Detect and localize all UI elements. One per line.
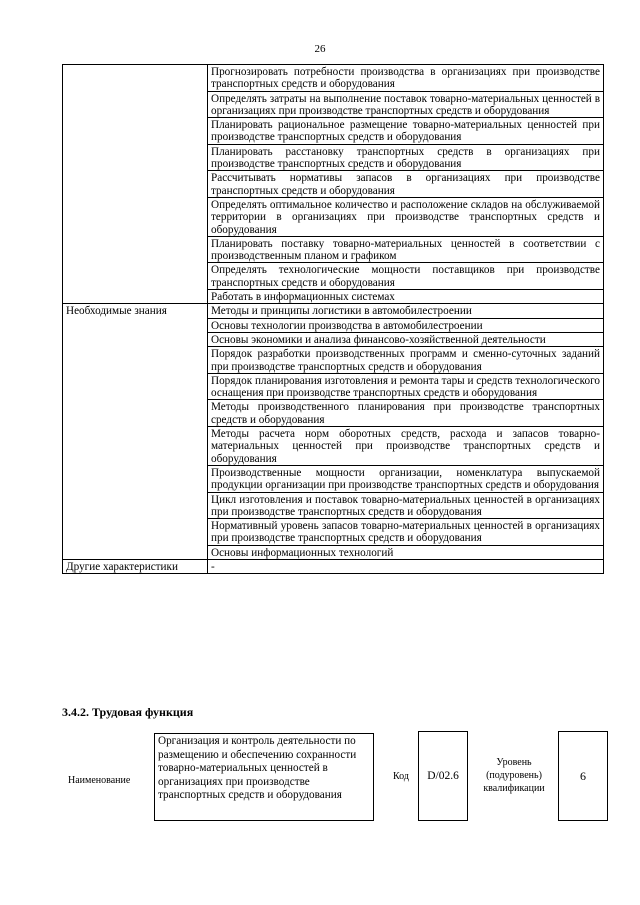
- section-title: 3.4.2. Трудовая функция: [62, 705, 194, 719]
- function-name-label: Наименование: [68, 775, 131, 786]
- table-cell: Планировать расстановку транспортных средств в организациях при производстве транспортных средств и оборудования: [208, 144, 604, 171]
- table-cell: Основы экономики и анализа финансово-хозяйственной деятельности: [208, 332, 604, 346]
- table-cell: Работать в информационных системах: [208, 290, 604, 304]
- table-cell: Планировать рациональное размещение товарно-материальных ценностей при производстве транспортных средств и оборудования: [208, 118, 604, 145]
- table-cell: Рассчитывать нормативы запасов в организациях при производстве транспортных средств и оборудования: [208, 171, 604, 198]
- function-name-box: Организация и контроль деятельности по размещению и обеспечению сохранности товарно-материальных ценностей в организациях при производстве транспортных средств и оборудования: [154, 733, 374, 821]
- function-code-label: Код: [393, 771, 409, 782]
- table-cell: Порядок планирования изготовления и ремонта тары и средств технологического оснащения при производстве транспортных средств и оборудования: [208, 373, 604, 400]
- table-row: [63, 304, 604, 318]
- function-code-box: D/02.6: [418, 731, 468, 821]
- requirements-table: [62, 64, 604, 574]
- table-cell: Методы и принципы логистики в автомобилестроении: [208, 304, 604, 318]
- table-cell: Методы расчета норм оборотных средств, расхода и запасов товарно-материальных ценностей при производстве транспортных средств и оборудования: [208, 427, 604, 466]
- qualification-level-box: 6: [558, 731, 608, 821]
- table-cell: Цикл изготовления и поставок товарно-материальных ценностей в организациях при производстве транспортных средств и оборудования: [208, 492, 604, 519]
- table-cell: -: [208, 559, 604, 573]
- table-row: [63, 559, 604, 573]
- page-number: 26: [314, 43, 326, 55]
- table-cell: Планировать поставку товарно-материальных ценностей в соответствии с производственным планом и графиком: [208, 236, 604, 263]
- table-cell: Методы производственного планирования при производстве транспортных средств и оборудования: [208, 400, 604, 427]
- row-label: Необходимые знания: [63, 304, 208, 560]
- table-cell: Порядок разработки производственных программ и сменно-суточных заданий при производстве транспортных средств и оборудования: [208, 347, 604, 374]
- row-label: Другие характеристики: [63, 559, 208, 573]
- qualification-level-label: Уровень (подуровень) квалификации: [483, 757, 545, 794]
- row-label: [63, 65, 208, 304]
- table-row: [63, 65, 604, 92]
- table-cell: Нормативный уровень запасов товарно-материальных ценностей в организациях при производстве транспортных средств и оборудования: [208, 519, 604, 546]
- table-cell: Определять технологические мощности поставщиков при производстве транспортных средств и оборудования: [208, 263, 604, 290]
- table-cell: Основы информационных технологий: [208, 545, 604, 559]
- table-cell: Основы технологии производства в автомобилестроении: [208, 318, 604, 332]
- table-cell: Определять оптимальное количество и расположение складов на обслуживаемой территории в организациях при производстве транспортных средств и оборудования: [208, 197, 604, 236]
- table-cell: Определять затраты на выполнение поставок товарно-материальных ценностей в организациях при производстве транспортных средств и оборудования: [208, 91, 604, 118]
- table-cell: Производственные мощности организации, номенклатура выпускаемой продукции организации при производстве транспортных средств и оборудования: [208, 465, 604, 492]
- table-cell: Прогнозировать потребности производства в организациях при производстве транспортных средств и оборудования: [208, 65, 604, 92]
